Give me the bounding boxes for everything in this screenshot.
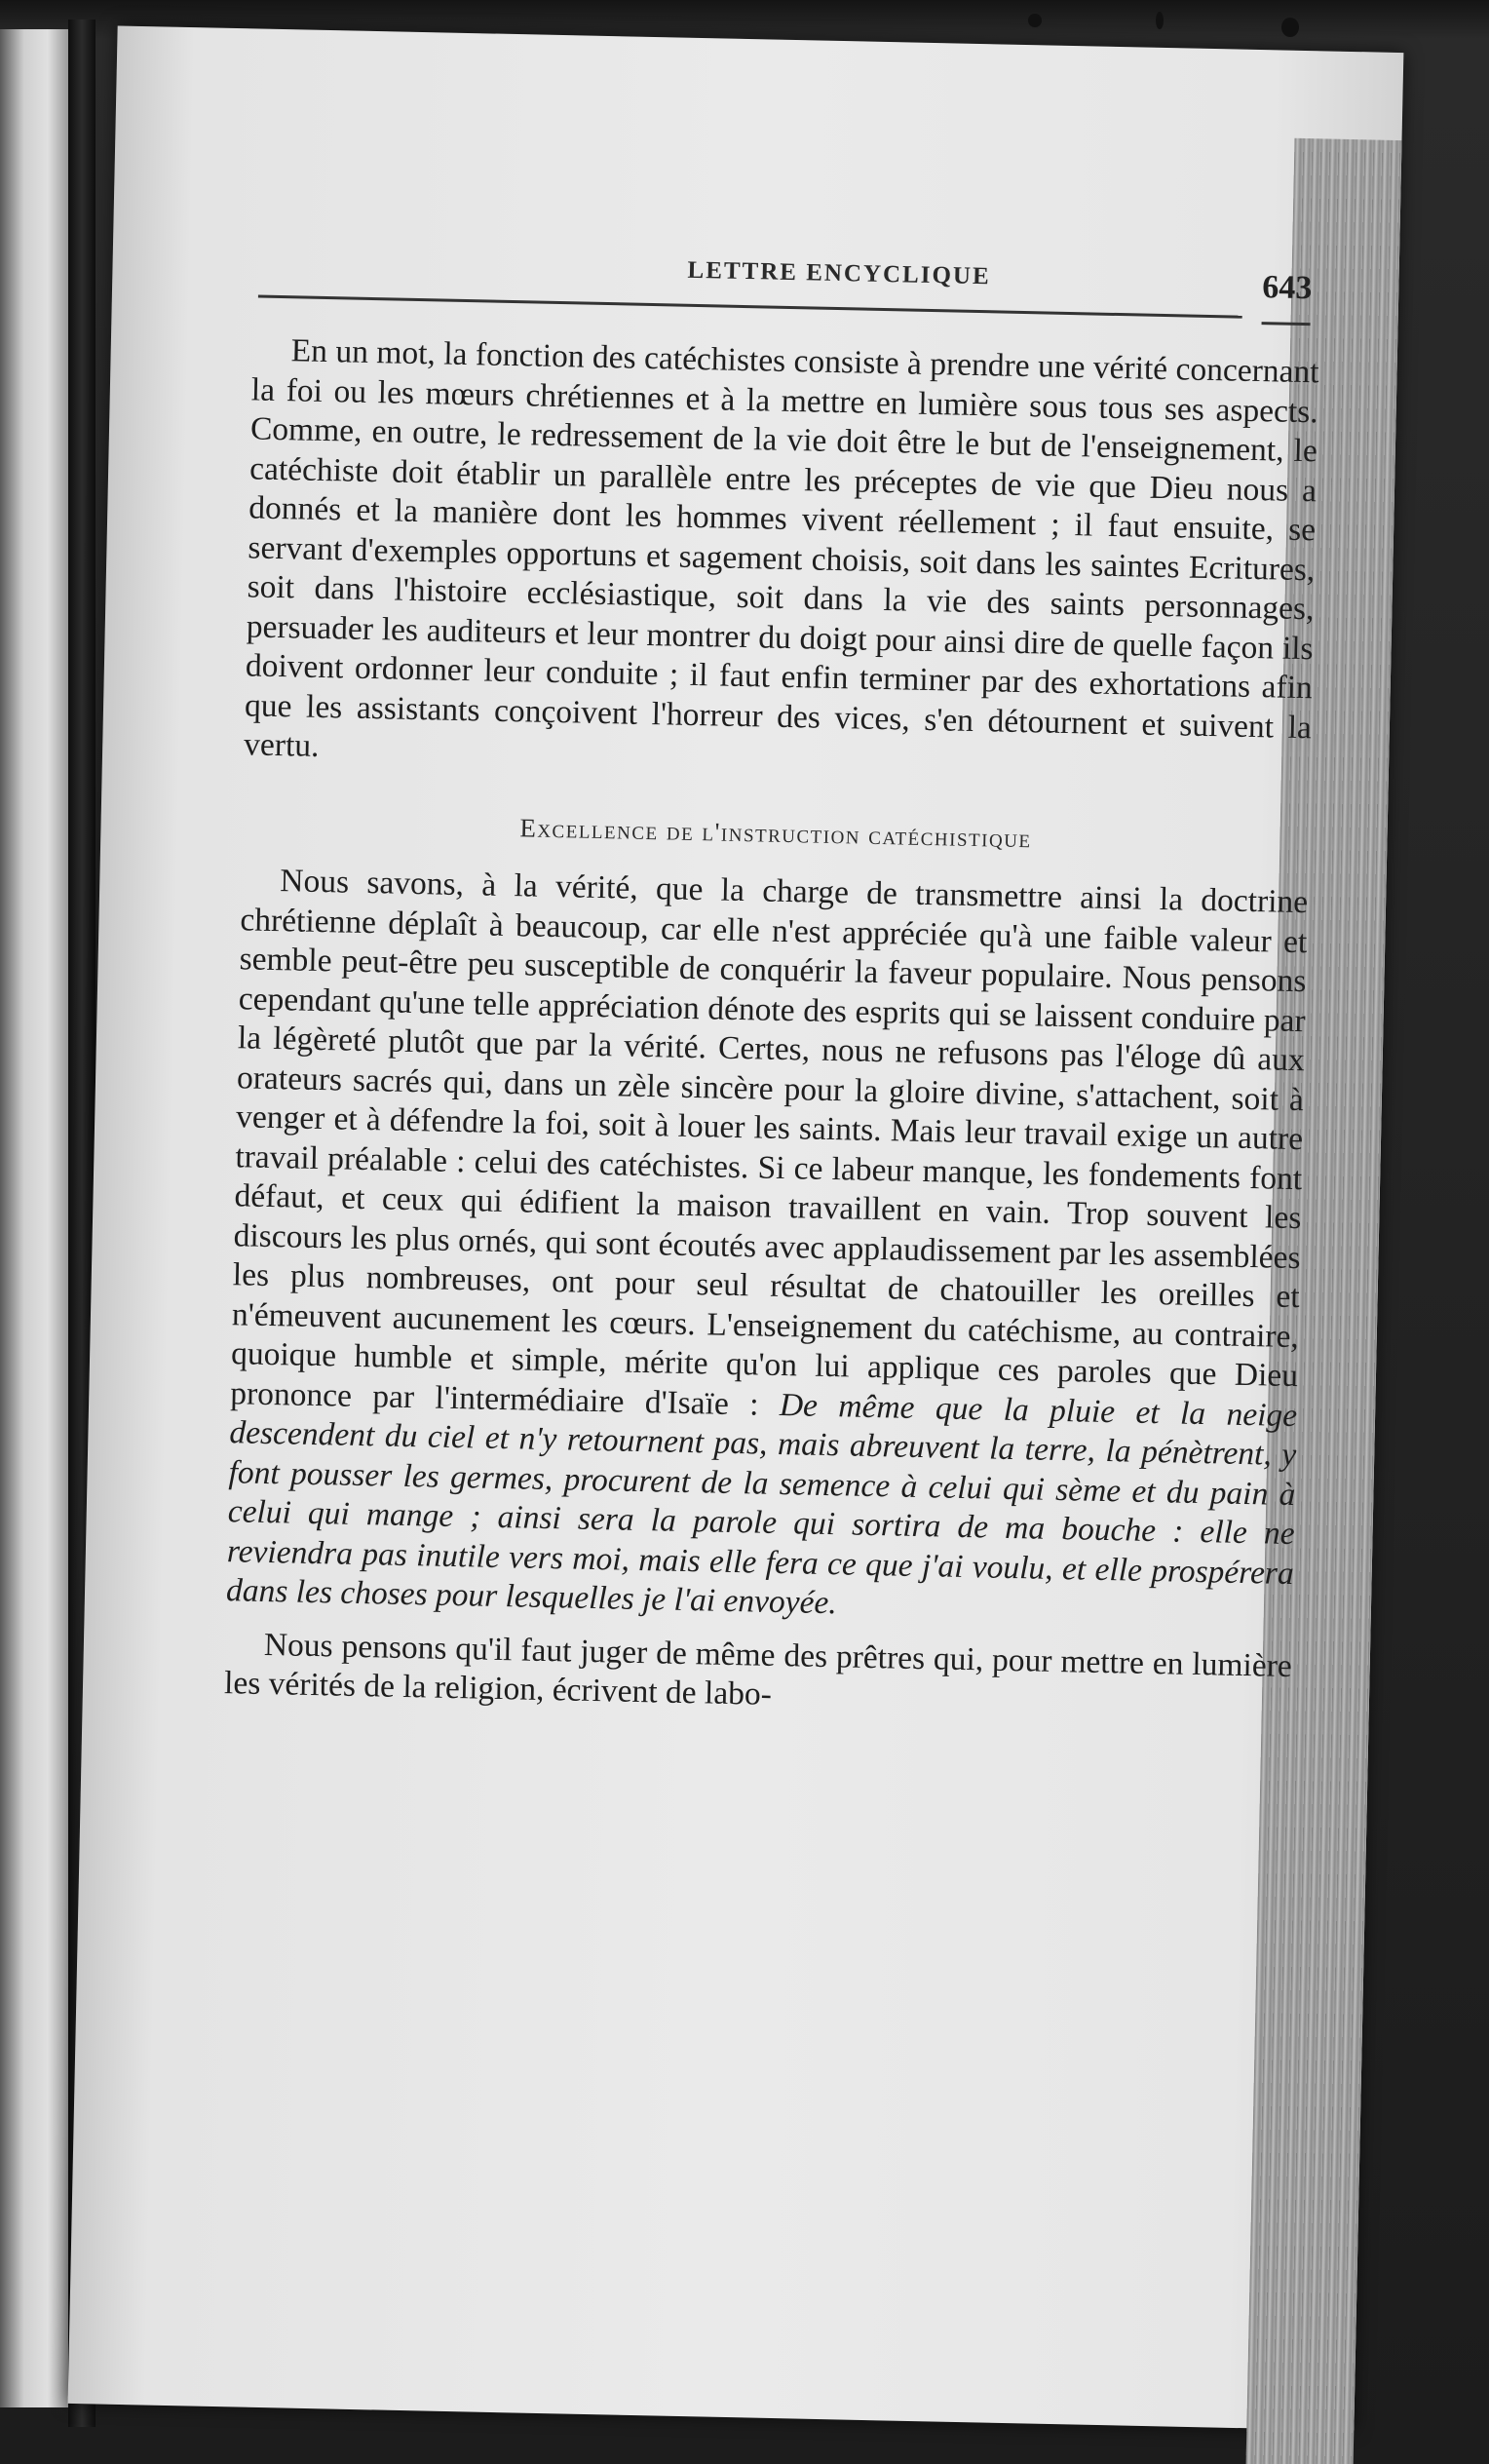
paragraph-excellence-text: Nous savons, à la vérité, que la charge de transmettre ainsi la doctrine chrétienne déplaît à beaucoup, car elle n'est appréciée qu'à une faible valeur et semble peut-être peu susceptible de conquérir la faveur populaire. Nous pensons cependant qu'une telle appréciation dénote des esprits qui se laissent conduire par la légèreté plutôt que par la vérité. Certes, nous ne refusons pas l'éloge dû aux orateurs sacrés qui, dans un zèle sincère pour la gloire divine, s'attachent, soit à venger et à défendre la foi, soit à louer les saints. Mais leur travail exige un autre travail préalable : celui des catéchistes. Si ce labeur manque, les fondements font défaut, et ceux qui édifient la maison travaillent en vain. Trop souvent les discours les plus ornés, qui sont écoutés avec applaudissement par les assemblées les plus nombreuses, ont pour seul résultat de chatouiller les oreilles et n'émeuvent aucunement les cœurs. L'enseignement du catéchisme, au contraire, quoique humble et simple, mérite qu'on lui applique ces paroles que Dieu prononce par l'intermédiaire d'Isaïe : — [229, 863, 1309, 1423]
page-header — [257, 249, 1311, 349]
running-title: LETTRE ENCYCLIQUE — [687, 256, 991, 290]
page-number: 643 — [1261, 269, 1313, 307]
scan-speck — [1028, 14, 1042, 27]
isaiah-quotation: De même que la pluie et la neige descendent du ciel et n'y retournent pas, mais abreuvent la terre, la pénètrent, y font pousser les germes, procurent de la semence à celui qui sème et du pain à celui qui mange ; ainsi sera la parole qui sortira de ma bouche : elle ne reviendra pas inutile vers moi, mais elle fera ce que j'ai voulu, et elle prospérera dans les choses pour lesquelles je l'ai envoyée. — [225, 1386, 1298, 1622]
section-heading: Excellence de l'instruction catéchistique — [519, 812, 1032, 853]
paragraph-catechist-function: En un mot, la fonction des catéchistes consiste à prendre une vérité concernant la foi ou les mœurs chrétiennes et à la mettre en lumière sous tous ses aspects. Comme, en outre, le redressement de la vie doit être le but de l'enseignement, le catéchiste doit établir un parallèle entre les préceptes de vie que Dieu nous a donnés et la manière dont les hommes vivent réellement ; il faut ensuite, se servant d'exemples opportuns et sagement choisis, soit dans les saintes Ecritures, soit dans l'histoire ecclésiastique, soit dans la vie des saints personnages, persuader les auditeurs et leur montrer du doigt pour ainsi dire de quelle façon ils doivent ordonner leur conduite ; il faut enfin terminer par des exhortations afin que les assistants conçoivent l'horreur des vices, s'en détournent et suivent la vertu. — [243, 332, 1319, 764]
paragraph-priests-writers: Nous pensons qu'il faut juger de même des prêtres qui, pour mettre en lumière les vérités de la religion, écrivent de labo- — [223, 1626, 1293, 1713]
page-body — [224, 330, 1319, 1725]
header-rule — [258, 295, 1242, 319]
scan-speck — [1156, 12, 1164, 29]
paragraph-excellence — [226, 861, 1309, 1633]
book-page — [68, 25, 1404, 2430]
header-rule-short — [1262, 322, 1311, 326]
facing-page-edge — [0, 29, 68, 2407]
scan-speck — [1281, 18, 1299, 37]
